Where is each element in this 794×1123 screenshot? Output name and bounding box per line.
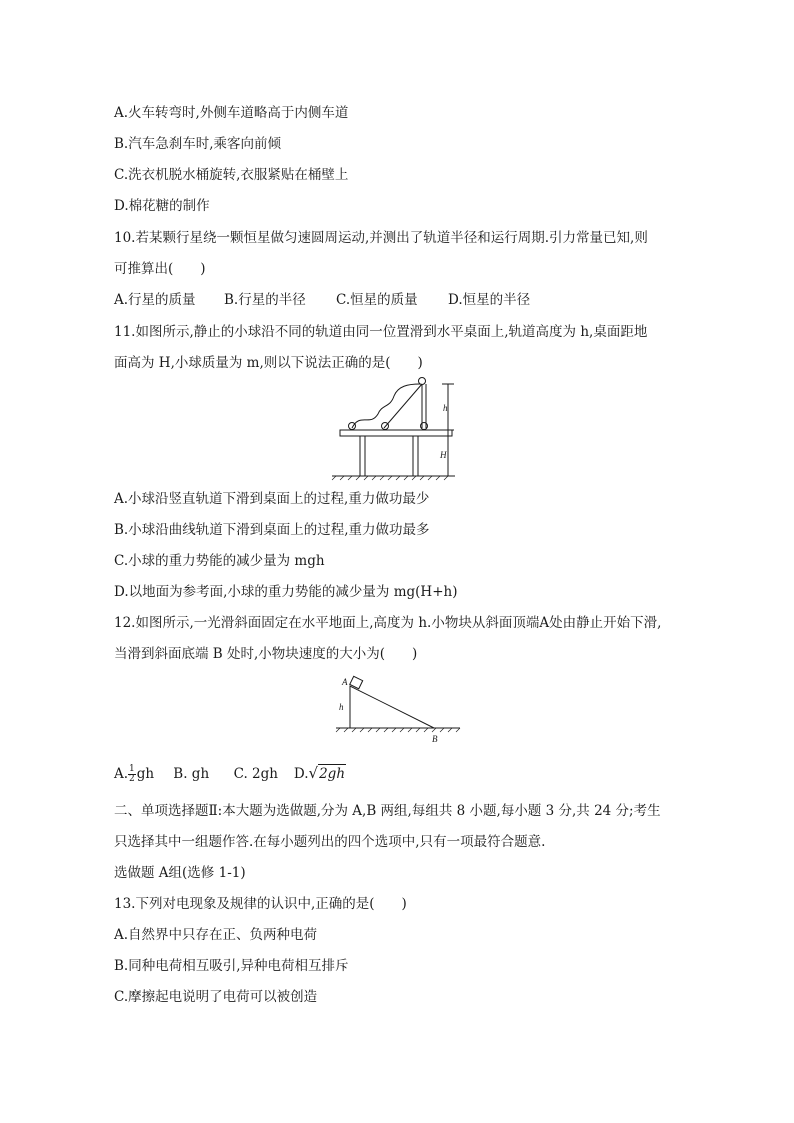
q12-stem-line1: 12.如图所示,一光滑斜面固定在水平地面上,高度为 h.小物块从斜面顶端A处由静止开始下滑, (114, 615, 662, 631)
q13-option-b: B.同种电荷相互吸引,异种电荷相互排斥 (114, 958, 349, 974)
q12-label-h: h (339, 702, 344, 712)
q12-option-b: B. gh (173, 766, 210, 782)
q12-stem-line2: 当滑到斜面底端 B 处时,小物块速度的大小为( ) (114, 646, 418, 662)
q11-curved-track (352, 384, 420, 428)
q10-option-b: B.行星的半径 (224, 292, 306, 308)
q12-incline (350, 686, 434, 728)
sqrt-icon: √ (308, 764, 319, 782)
q11-stem-line2: 面高为 H,小球质量为 m,则以下说法正确的是( ) (114, 355, 423, 371)
q11-table-top (340, 430, 452, 436)
q12-figure (334, 672, 464, 746)
q12-options (114, 764, 346, 784)
q11-incline-track (384, 384, 422, 428)
q10-options (114, 291, 530, 309)
q11-figure (330, 372, 470, 484)
q11-option-c: C.小球的重力势能的减少量为 mgh (114, 553, 325, 569)
section2-desc-line1: 二、单项选择题Ⅱ:本大题为选做题,分为 A,B 两组,每组共 8 小题,每小题 3 分,共 24 分;考生 (114, 803, 661, 819)
section2-group-title: 选做题 A组(选修 1-1) (114, 865, 246, 881)
q12-option-d: D.√2gh (293, 764, 346, 782)
q11-option-a: A.小球沿竖直轨道下滑到桌面上的过程,重力做功最少 (114, 491, 430, 507)
q12-label-B: B (432, 734, 438, 744)
q13-stem: 13.下列对电现象及规律的认识中,正确的是( ) (114, 896, 407, 912)
q11-label-H: H (440, 450, 447, 460)
q9-option-c: C.洗衣机脱水桶旋转,衣服紧贴在桶壁上 (114, 167, 349, 183)
q12-option-c: C. 2gh (233, 766, 278, 782)
q10-option-a: A.行星的质量 (114, 292, 196, 308)
q11-ball-curve (349, 423, 356, 430)
q9-option-d: D.棉花糖的制作 (114, 198, 210, 214)
q13-option-a: A.自然界中只存在正、负两种电荷 (114, 927, 318, 943)
q13-option-c: C.摩擦起电说明了电荷可以被创造 (114, 989, 318, 1005)
q10-stem-line2: 可推算出( ) (114, 261, 206, 277)
q11-option-d: D.以地面为参考面,小球的重力势能的减少量为 mg(H+h) (114, 584, 458, 600)
q10-stem-line1: 10.若某颗行星绕一颗恒星做匀速圆周运动,并测出了轨道半径和运行周期.引力常量已知,则 (114, 230, 648, 246)
q9-option-a: A.火车转弯时,外侧车道略高于内侧车道 (114, 105, 349, 121)
q10-option-c: C.恒星的质量 (336, 292, 418, 308)
section2-desc-line2: 只选择其中一组题作答.在每小题列出的四个选项中,只有一项最符合题意. (114, 834, 546, 850)
q10-option-d: D.恒星的半径 (448, 292, 531, 308)
q11-stem-line1: 11.如图所示,静止的小球沿不同的轨道由同一位置滑到水平桌面上,轨道高度为 h,桌面距地 (114, 324, 648, 340)
q9-option-b: B.汽车急刹车时,乘客向前倾 (114, 136, 282, 152)
q12-label-A: A (342, 677, 348, 687)
q11-ball-incline (382, 423, 389, 430)
q11-option-b: B.小球沿曲线轨道下滑到桌面上的过程,重力做功最多 (114, 522, 430, 538)
q11-ball-top (419, 378, 426, 385)
q12-option-a: A. $\frac{1}{2}$ gh (114, 764, 155, 784)
q12-fraction-half: $\frac{1}{2}$ (129, 764, 135, 784)
q11-label-h: h (443, 403, 448, 413)
